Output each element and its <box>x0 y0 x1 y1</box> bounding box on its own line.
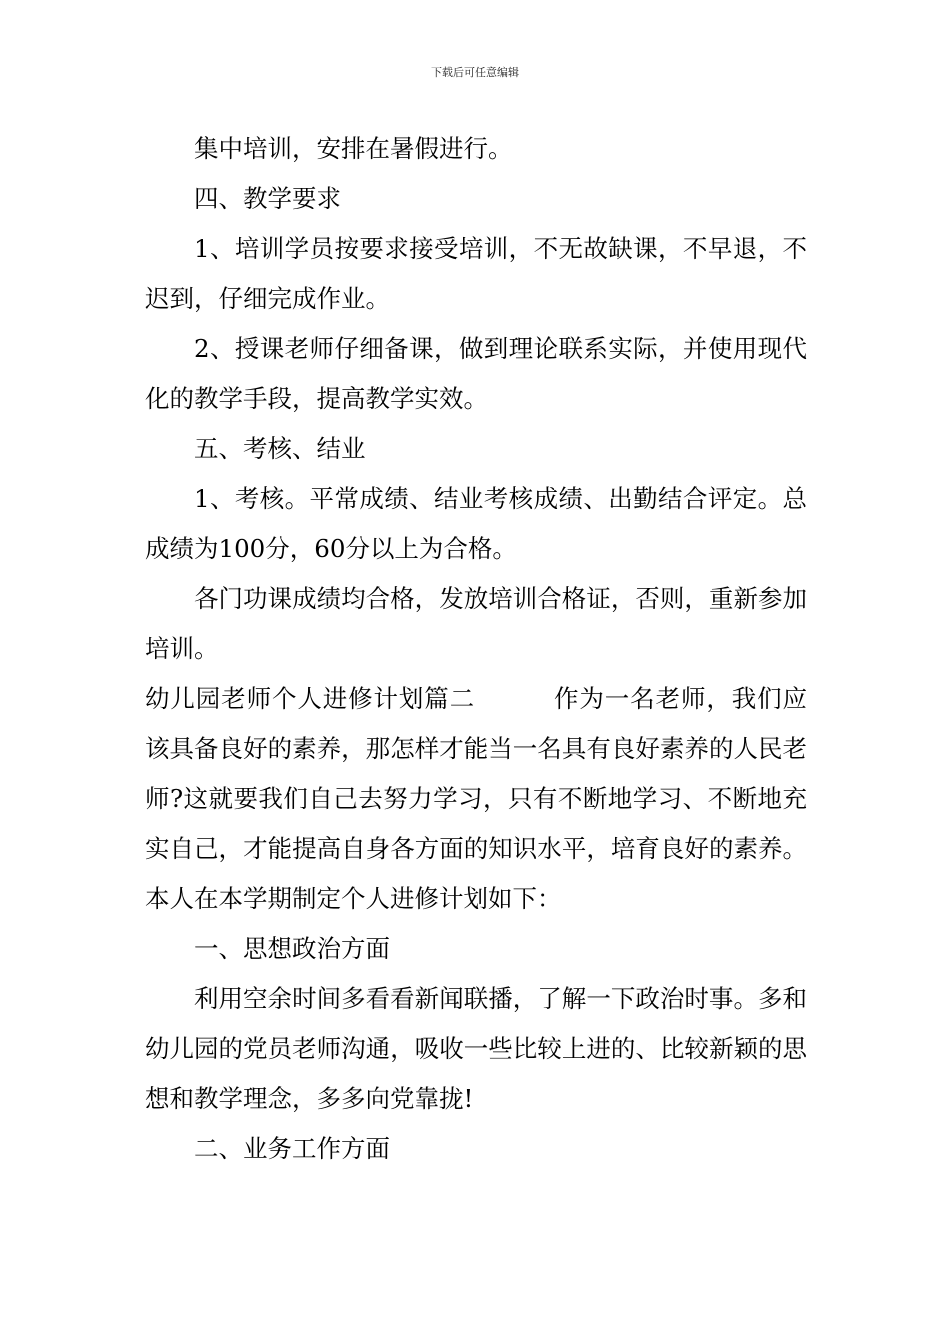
paragraph-assessment-1: 1、考核。平常成绩、结业考核成绩、出勤结合评定。总成绩为100分，60分以上为合格。 <box>145 484 807 563</box>
document-body <box>145 124 807 1174</box>
section-two-intro: 作为一名老师，我们应该具备良好的素养，那怎样才能当一名具有良好素养的人民老师?这就要我们自己去努力学习，只有不断地学习、不断地充实自己，才能提高自身各方面的知识水平，培育良好的素养。本人在本学期制定个人进修计划如下： <box>145 684 808 913</box>
paragraph-certificate: 各门功课成绩均合格，发放培训合格证，否则，重新参加培训。 <box>145 584 807 663</box>
heading-professional-work: 二、业务工作方面 <box>194 1134 390 1163</box>
paragraph-training-schedule: 集中培训，安排在暑假进行。 <box>194 134 513 163</box>
paragraph-requirement-1: 1、培训学员按要求接受培训，不无故缺课，不早退，不迟到，仔细完成作业。 <box>145 234 807 313</box>
page-header: 下载后可任意编辑 <box>431 66 519 79</box>
paragraph-requirement-2: 2、授课老师仔细备课，做到理论联系实际，并使用现代化的教学手段，提高教学实效。 <box>145 334 807 413</box>
section-two-paragraph <box>145 674 807 924</box>
heading-teaching-requirements: 四、教学要求 <box>194 184 341 213</box>
paragraph-ideology-politics: 利用空余时间多看看新闻联播，了解一下政治时事。多和幼儿园的党员老师沟通，吸收一些比较上进的、比较新颖的思想和教学理念，多多向党靠拢! <box>145 984 807 1113</box>
section-two-title: 幼儿园老师个人进修计划篇二 <box>145 684 476 713</box>
heading-assessment-graduation: 五、考核、结业 <box>194 434 366 463</box>
heading-ideology-politics: 一、思想政治方面 <box>194 934 390 963</box>
